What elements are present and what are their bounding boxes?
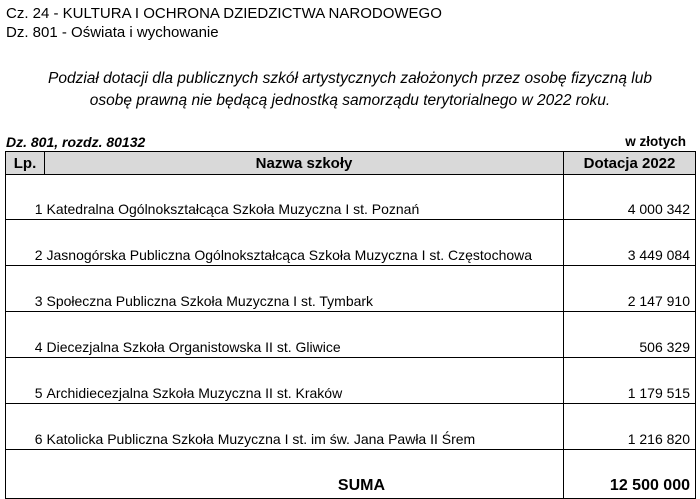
row-number: 5 — [6, 358, 45, 404]
subsidy-value: 1 179 515 — [564, 358, 696, 404]
school-name: Katedralna Ogólnokształcąca Szkoła Muzyczna I st. Poznań — [45, 175, 564, 220]
sum-value: 12 500 000 — [564, 450, 696, 499]
column-header-lp: Lp. — [6, 152, 45, 175]
table-row — [6, 266, 696, 312]
subsidy-table — [5, 151, 696, 499]
section-label: Dz. 801, rozdz. 80132 — [6, 134, 146, 150]
table-row — [6, 404, 696, 450]
school-name: Katolicka Publiczna Szkoła Muzyczna I st. im św. Jana Pawła II Śrem — [45, 404, 564, 450]
subsidy-value: 4 000 342 — [564, 175, 696, 220]
table-row — [6, 175, 696, 220]
document-title-line-1: Podział dotacji dla publicznych szkół artystycznych założonych przez osobę fizyczną lub — [48, 70, 652, 87]
division-header: Dz. 801 - Oświata i wychowanie — [6, 24, 219, 41]
unit-label: w złotych — [625, 134, 686, 149]
row-number: 3 — [6, 266, 45, 312]
row-number: 2 — [6, 220, 45, 266]
sum-row — [6, 450, 696, 499]
chapter-header: Cz. 24 - KULTURA I OCHRONA DZIEDZICTWA NARODOWEGO — [6, 5, 442, 22]
subsidy-value: 506 329 — [564, 312, 696, 358]
sum-label: SUMA — [6, 450, 564, 499]
table-row — [6, 358, 696, 404]
subsidy-value: 3 449 084 — [564, 220, 696, 266]
document-title-line-2: osobę prawną nie będącą jednostką samorządu terytorialnego w 2022 roku. — [89, 92, 611, 109]
row-number: 4 — [6, 312, 45, 358]
table-row — [6, 312, 696, 358]
row-number: 6 — [6, 404, 45, 450]
school-name: Diecezjalna Szkoła Organistowska II st. Gliwice — [45, 312, 564, 358]
subsidy-value: 1 216 820 — [564, 404, 696, 450]
column-header-name: Nazwa szkoły — [45, 152, 564, 175]
column-header-value: Dotacja 2022 — [564, 152, 696, 175]
school-name: Jasnogórska Publiczna Ogólnokształcąca Szkoła Muzyczna I st. Częstochowa — [45, 220, 564, 266]
school-name: Społeczna Publiczna Szkoła Muzyczna I st. Tymbark — [45, 266, 564, 312]
subsidy-value: 2 147 910 — [564, 266, 696, 312]
row-number: 1 — [6, 175, 45, 220]
table-row — [6, 220, 696, 266]
school-name: Archidiecezjalna Szkoła Muzyczna II st. Kraków — [45, 358, 564, 404]
table-header-row — [6, 152, 696, 175]
